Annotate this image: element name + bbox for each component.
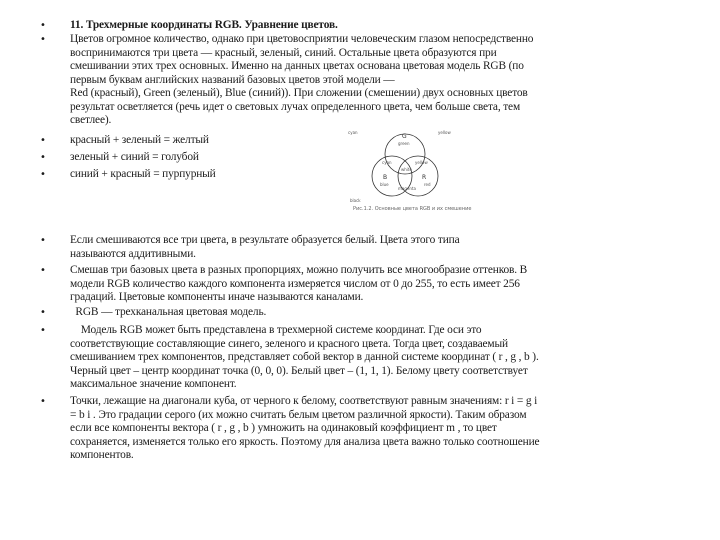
label-b: B <box>383 174 388 181</box>
label-cyan: cyan <box>382 160 392 165</box>
text-line: смешиванием трех компонентов, представляет собой вектор в данной системе координат ( r , g , b ). <box>70 351 539 363</box>
mix-blue-red <box>70 168 340 182</box>
venn-svg <box>340 126 470 206</box>
bullet: • <box>40 265 46 276</box>
bullet: • <box>40 396 46 407</box>
mix-green-blue <box>70 151 340 165</box>
page-title <box>70 19 688 33</box>
paragraph-rgb-intro <box>70 33 688 128</box>
text-line: компонентов. <box>70 449 134 461</box>
text-line: соответствующие составляющие синего, зеленого и красного цвета. Тогда цвет, создаваемый <box>70 337 508 350</box>
text-line: Если смешиваются все три цвета, в результате образуется белый. Цвета этого типа <box>70 234 460 246</box>
text-line: смешивании этих трех основных. Именно на данных цветах основана цветовая модель RGB (по <box>70 60 524 72</box>
label-blue-word: blue <box>380 182 389 187</box>
paragraph-diagonal <box>70 395 688 463</box>
label-cyan-top: cyan <box>348 130 358 135</box>
title-line: 11. Трехмерные координаты RGB. Уравнение цветов. <box>70 19 338 31</box>
text-line: синий + красный = пурпурный <box>70 168 216 180</box>
text-line: результат осветляется (речь идет о световых лучах определенного цвета, чем больше света, тем <box>70 100 520 113</box>
bullet: • <box>40 169 46 180</box>
label-red-word: red <box>424 182 431 187</box>
text-line: RGB — трехканальная цветовая модель. <box>70 306 267 318</box>
label-yellow-top: yellow <box>438 130 451 135</box>
text-line: сохраняется, изменяется только его яркость. Поэтому для анализа цвета важно только соотношение <box>70 435 540 448</box>
text-line: если все компоненты вектора ( r , g , b ) умножить на одинаковый коэффициент m , то цвет <box>70 422 497 434</box>
paragraph-coords <box>70 324 688 392</box>
bullet: • <box>40 152 46 163</box>
bullet: • <box>40 235 46 246</box>
text-line: называются аддитивными. <box>70 247 196 260</box>
rgb-venn-diagram <box>340 126 470 218</box>
label-magenta: magenta <box>398 186 416 191</box>
bullet: • <box>40 34 46 45</box>
text-line: зеленый + синий = голубой <box>70 151 199 163</box>
text-line: Цветов огромное количество, однако при цветовосприятии человеческим глазом непосредственно <box>70 33 534 45</box>
label-r: R <box>422 174 427 181</box>
text-line: Смешав три базовых цвета в разных пропорциях, можно получить все многообразие оттенков. В <box>70 264 528 276</box>
text-line: светлее). <box>70 114 112 126</box>
text-line: Модель RGB может быть представлена в трехмерной системе координат. Где оси это <box>70 324 482 336</box>
label-green-word: green <box>398 141 410 146</box>
text-line: максимальное значение компонент. <box>70 378 237 390</box>
bullet: • <box>40 307 46 318</box>
paragraph-white <box>70 234 688 261</box>
figure-caption: Рис.1.2. Основные цвета RGB и их смешение <box>353 206 472 212</box>
label-black: black <box>350 198 361 203</box>
text-line: Черный цвет – центр координат точка (0, 0, 0). Белый цвет – (1, 1, 1). Белому цвету соответствует <box>70 364 528 377</box>
paragraph-channels <box>70 264 688 305</box>
text-line: первым буквам английских названий базовых цветов этой модели — <box>70 73 395 86</box>
text-line: красный + зеленый = желтый <box>70 134 209 146</box>
label-white: white <box>401 167 412 172</box>
label-g: G <box>402 133 407 140</box>
text-line: воспринимаются три цвета — красный, зеленый, синий. Остальные цвета образуются при <box>70 46 497 59</box>
paragraph-triple <box>70 306 688 320</box>
text-line: Red (красный), Green (зеленый), Blue (синий)). При сложении (смешении) двух основных цветов <box>70 87 528 99</box>
text-line: = b i . Это градации серого (их можно считать белым цветом различной яркости). Таким образом <box>70 408 527 421</box>
text-line: Точки, лежащие на диагонали куба, от черного к белому, соответствуют равным значениям: r i = g i <box>70 395 538 407</box>
mix-red-green <box>70 134 340 148</box>
bullet: • <box>40 20 46 31</box>
bullet: • <box>40 325 46 336</box>
text-line: градаций. Цветовые компоненты иначе называются каналами. <box>70 291 364 303</box>
text-line: модели RGB количество каждого компонента измеряется числом от 0 до 255, то есть имеет 256 <box>70 277 520 290</box>
bullet: • <box>40 135 46 146</box>
label-yellow: yellow <box>415 160 428 165</box>
